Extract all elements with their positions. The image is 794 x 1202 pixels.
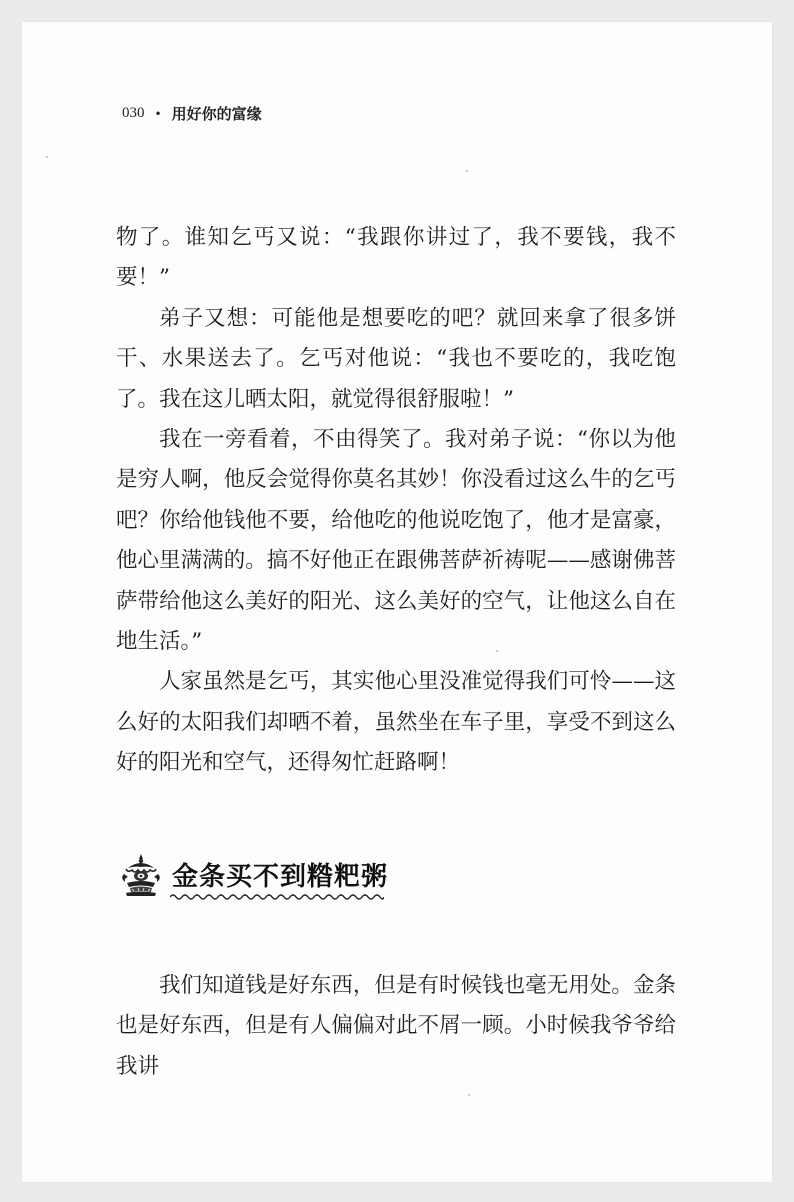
paragraph-3: 我在一旁看着，不由得笑了。我对弟子说：“你以为他是穷人啊，他反会觉得你莫名其妙！你没看过这么牛的乞丐吧？你给他钱他不要，给他吃的他说吃饱了，他才是富豪，他心里满满的。搞不好他正在跟佛菩萨祈祷呢——感谢佛菩萨带给他这么美好的阳光、这么美好的空气，让他这么自在地生活。” (116, 427, 676, 655)
dharma-wheel-emblem-icon (118, 852, 164, 898)
header-bullet: • (154, 106, 162, 121)
paragraph-4: 人家虽然是乞丐，其实他心里没准觉得我们可怜——这么好的太阳我们却晒不着，虽然坐在车子里，享受不到这么好的阳光和空气，还得匆忙赶路啊！ (116, 669, 676, 776)
section-body-text (116, 966, 676, 1087)
running-head (122, 103, 262, 124)
paragraph-2: 弟子又想：可能他是想要吃的吧？就回来拿了很多饼干、水果送去了。乞丐对他说：“我也不要吃的，我吃饱了。我在这儿晒太阳，就觉得很舒服啦！” (116, 305, 676, 412)
scan-speck (496, 650, 498, 652)
scan-speck (46, 156, 48, 158)
section-paragraph-1: 我们知道钱是好东西，但是有时候钱也毫无用处。金条也是好东西，但是有人偏偏对此不屑一顾。小时候我爷爷给我讲 (116, 973, 676, 1079)
book-title: 用好你的富缘 (171, 105, 262, 123)
scan-speck (466, 170, 468, 172)
body-text (116, 218, 676, 784)
section-heading (118, 848, 388, 906)
paragraph-1: 物了。谁知乞丐又说：“我跟你讲过了，我不要钱，我不要！” (116, 225, 676, 291)
section-title: 金条买不到糌粑粥 (172, 862, 389, 892)
scan-speck (468, 1094, 470, 1096)
page-number: 030 (122, 105, 145, 121)
wavy-underline (170, 892, 384, 902)
